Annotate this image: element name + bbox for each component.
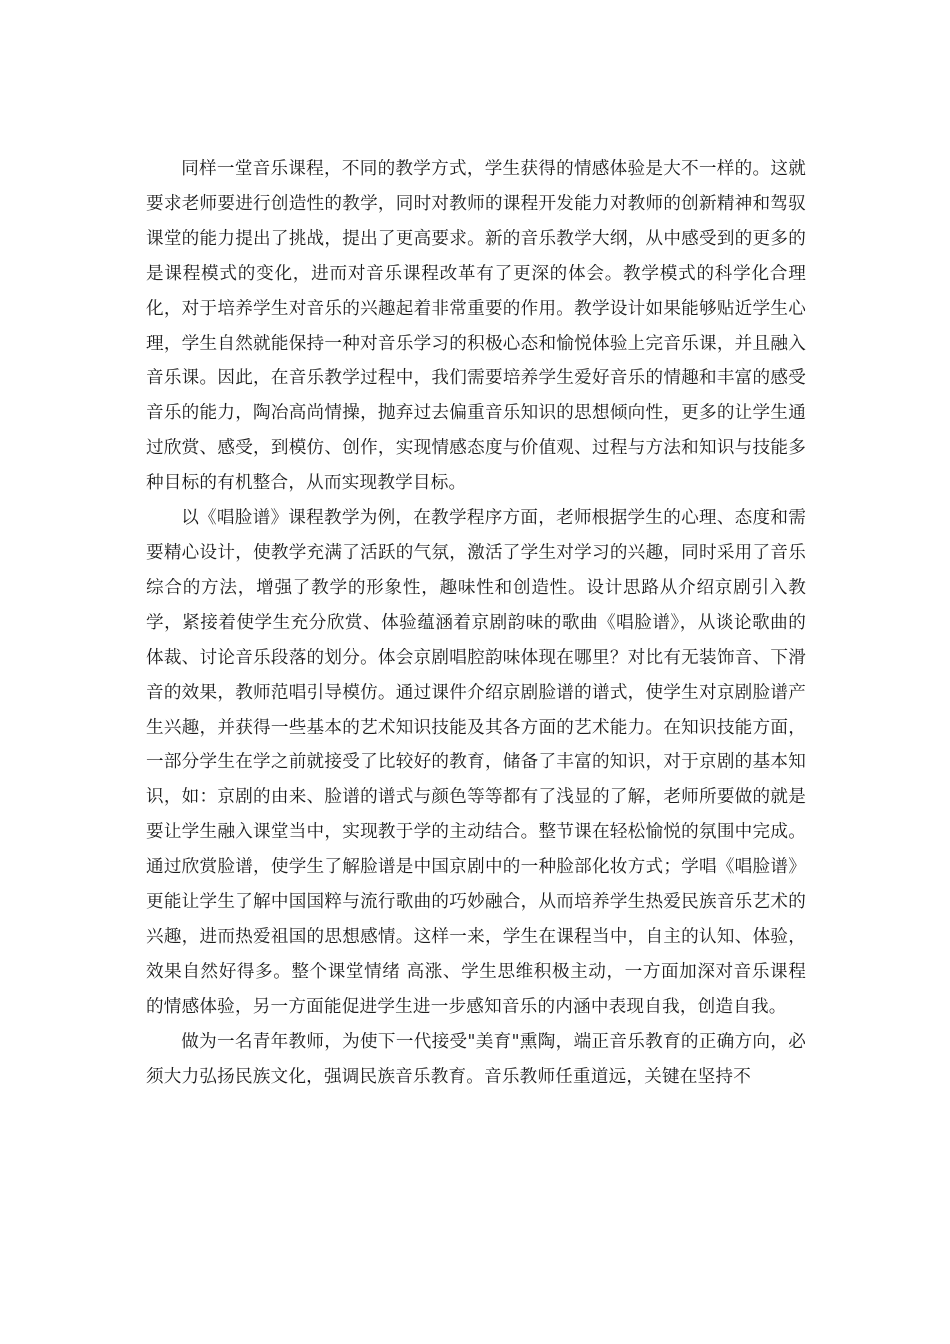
paragraph-face-mask-lesson: 以《唱脸谱》课程教学为例，在教学程序方面，老师根据学生的心理、态度和需要精心设计，使教学充满了活跃的气氛，激活了学生对学习的兴趣，同时采用了音乐综合的方法，增强了教学的形象性，趣味性和创造性。设计思路从介绍京剧引入教学，紧接着使学生充分欣赏、体验蕴涵着京剧韵味的歌曲《唱脸谱》，从谈论歌曲的体裁、讨论音乐段落的划分。体会京剧唱腔韵味体现在哪里？对比有无装饰音、下滑音的效果，教师范唱引导模仿。通过课件介绍京剧脸谱的谱式，使学生对京剧脸谱产生兴趣，并获得一些基本的艺术知识技能及其各方面的艺术能力。在知识技能方面，一部分学生在学之前就接受了比较好的教育，储备了丰富的知识，对于京剧的基本知识，如：京剧的由来、脸谱的谱式与颜色等等都有了浅显的了解，老师所要做的就是要让学生融入课堂当中，实现教于学的主动结合。整节课在轻松愉悦的氛围中完成。通过欣赏脸谱，使学生了解脸谱是中国京剧中的一种脸部化妆方式；学唱《唱脸谱》 更能让学生了解中国国粹与流行歌曲的巧妙融合，从而培养学生热爱民族音乐艺术的兴趣，进而热爱祖国的思想感情。这样一来，学生在课程当中，自主的认知、体验，效果自然好得多。整个课堂情绪 高涨、学生思维积极主动，一方面加深对音乐课程的情感体验，另一方面能促进学生进一步感知音乐的内涵中表现自我，创造自我。	[146, 508, 806, 1017]
paragraph-teaching-methods: 同样一堂音乐课程，不同的教学方式，学生获得的情感体验是大不一样的。这就要求老师要进行创造性的教学，同时对教师的课程开发能力对教师的创新精神和驾驭课堂的能力提出了挑战，提出了更高要求。新的音乐教学大纲，从中感受到的更多的是课程模式的变化，进而对音乐课程改革有了更深的体会。教学模式的科学化合理化，对于培养学生对音乐的兴趣起着非常重要的作用。教学设计如果能够贴近学生心理，学生自然就能保持一种对音乐学习的积极心态和愉悦体验上完音乐课，并且融入音乐课。因此，在音乐教学过程中，我们需要培养学生爱好音乐的情趣和丰富的感受音乐的能力，陶冶高尚情操，抛弃过去偏重音乐知识的思想倾向性，更多的让学生通过欣赏、感受，到模仿、创作，实现情感态度与价值观、过程与方法和知识与技能多种目标的有机整合，从而实现教学目标。	[146, 159, 806, 494]
paragraph-young-teacher: 做为一名青年教师，为使下一代接受"美育"熏陶，端正音乐教育的正确方向，必须大力弘扬民族文化，强调民族音乐教育。音乐教师任重道远，关键在坚持不	[146, 1031, 806, 1087]
document-body	[146, 152, 806, 1094]
